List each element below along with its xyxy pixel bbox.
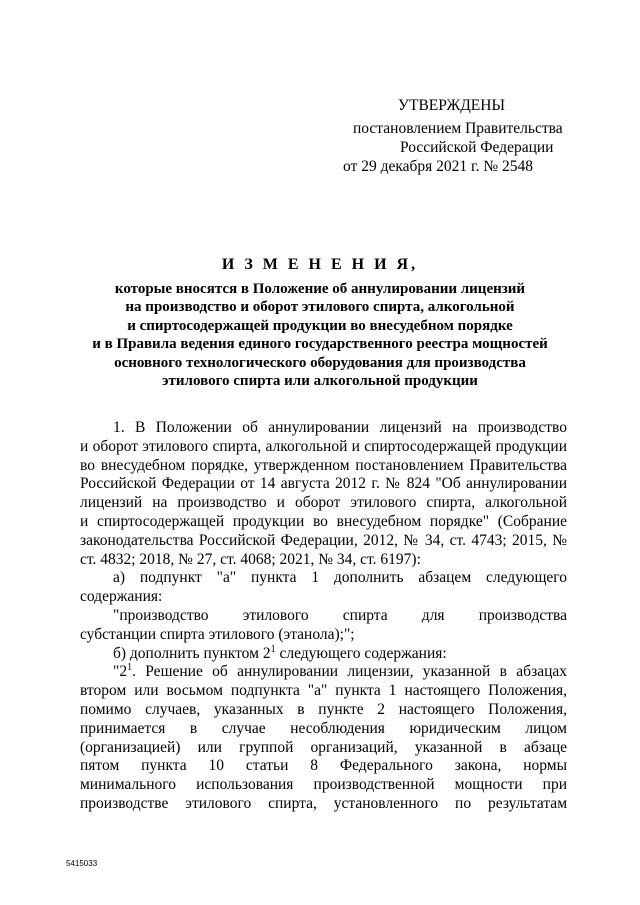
body-line: Российской Федерации от 14 августа 2012 г. № 824 "Об аннулировании	[80, 475, 567, 493]
subtitle-line: и в Правила ведения единого государственного реестра мощностей	[92, 336, 548, 353]
body-text: . Решение об аннулировании лицензии, указанной в абзацах	[132, 663, 567, 681]
body-line: втором или восьмом подпункта "а" пункта 1 настоящего Положения,	[80, 682, 567, 700]
body-line: и оборот этилового спирта, алкогольной и спиртосодержащей продукции	[80, 437, 567, 455]
approval-heading: УТВЕРЖДЕНЫ	[398, 97, 505, 114]
subtitle-line: этилового спирта или алкогольной продукции	[162, 373, 478, 390]
subtitle-line: на производство и оборот этилового спирта, алкогольной	[125, 299, 515, 316]
superscript: 1	[127, 663, 133, 674]
approval-line: постановлением Правительства	[353, 120, 563, 137]
body-line: "производство этилового спирта для производства	[113, 606, 567, 624]
document-body	[80, 419, 567, 814]
body-line: субстанции спирта этилового (этанола);";	[80, 625, 355, 643]
subtitle-line: и спиртосодержащей продукции во внесудебном порядке	[127, 317, 513, 334]
body-text: б) дополнить пунктом 2	[113, 644, 271, 662]
subtitle-line: которые вносятся в Положение об аннулировании лицензий	[114, 281, 526, 297]
approval-date: от 29 декабря 2021 г. № 2548	[343, 158, 534, 175]
body-line: принимается в случае несоблюдения юридическим лицом	[80, 719, 567, 737]
body-line: во внесудебном порядке, утвержденном постановлением Правительства	[80, 456, 567, 474]
approval-line: Российской Федерации	[400, 139, 554, 156]
subtitle-line: основного технологического оборудования для производства	[114, 354, 526, 371]
body-line: минимального использования производственной мощности при	[80, 776, 567, 794]
body-line: производстве этилового спирта, установленного по результатам	[80, 794, 567, 812]
body-line	[80, 645, 567, 664]
body-line: содержания:	[80, 588, 163, 606]
superscript: 1	[270, 643, 276, 655]
body-text: "2	[113, 663, 128, 681]
body-line: ст. 4832; 2018, № 27, ст. 4068; 2021, № 34, ст. 6197):	[80, 550, 421, 568]
body-line: и спиртосодержащей продукции во внесудебном порядке" (Собрание	[80, 512, 567, 530]
body-line: (организацией) или группой организаций, указанной в абзаце	[80, 738, 567, 756]
body-line	[80, 663, 567, 682]
body-line: помимо случаев, указанных в пункте 2 настоящего Положения,	[80, 700, 567, 718]
body-line: пятом пункта 10 статьи 8 Федерального закона, нормы	[80, 757, 567, 775]
document-subtitle	[0, 280, 640, 390]
body-line: 1. В Положении об аннулировании лицензий на производство	[113, 419, 567, 436]
body-text: следующего содержания:	[275, 644, 447, 662]
document-title: И З М Е Н Е Н И Я,	[221, 256, 419, 273]
body-line: законодательства Российской Федерации, 2012, № 34, ст. 4743; 2015, №	[80, 531, 567, 549]
body-line: лицензий на производство и оборот этилового спирта, алкогольной	[80, 494, 567, 512]
body-line: а) подпункт "а" пункта 1 дополнить абзацем следующего	[113, 569, 567, 587]
document-code: 5415033	[66, 859, 98, 868]
